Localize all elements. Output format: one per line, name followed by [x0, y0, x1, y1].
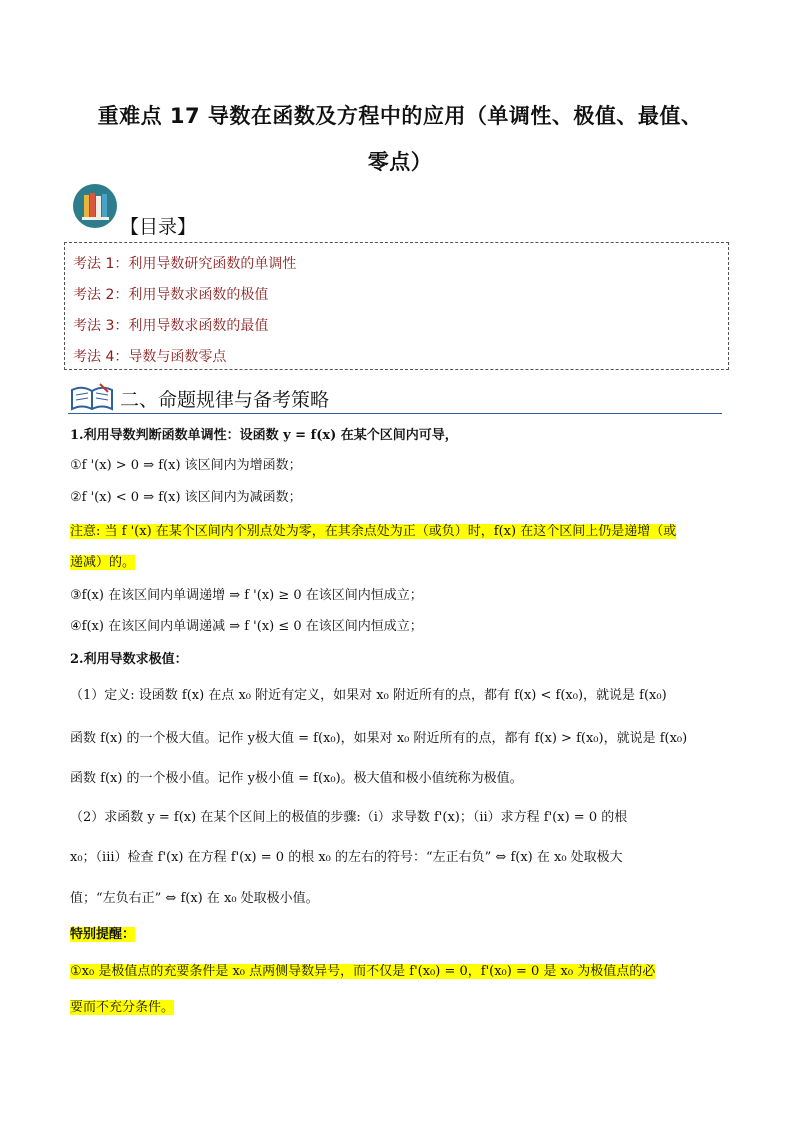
paragraph: 1.利用导数判断函数单调性：设函数 y = f(x) 在某个区间内可导，	[70, 428, 458, 443]
paragraph: ③f(x) 在该区间内单调递增 ⇒ f '(x) ≥ 0 在该区间内恒成立；	[70, 588, 423, 603]
tip-heading	[70, 923, 135, 942]
toc-item[interactable]	[73, 346, 226, 366]
section-divider	[68, 413, 722, 414]
toc-box	[64, 242, 729, 370]
paragraph: 值；“左负右正” ⇔ f(x) 在 x₀ 处取极小值。	[70, 891, 319, 906]
highlighted-note	[70, 551, 135, 570]
highlighted-tip	[70, 996, 174, 1015]
toc-item-label: 考法 1：	[73, 256, 129, 272]
toc-item-text: 利用导数求函数的最值	[128, 318, 269, 334]
note-text: 注意: 当 f '(x) 在某个区间内个别点处为零，在其余点处为正（或负）时，f(x) 在这个区间上仍是递增（或	[70, 524, 677, 539]
toc-item[interactable]	[73, 284, 268, 304]
toc-item-label: 考法 3：	[73, 318, 129, 334]
tip-heading-text: 特别提醒：	[70, 927, 136, 942]
toc-heading: 【目录】	[120, 216, 197, 238]
paragraph: x₀；（iii）检查 f'(x) 在方程 f'(x) = 0 的根 x₀ 的左右的符号：“左正右负” ⇔ f(x) 在 x₀ 处取极大	[70, 850, 623, 865]
section-title: 二、命题规律与备考策略	[120, 389, 330, 411]
toc-item-label: 考法 2：	[73, 287, 129, 303]
note-text: 递减）的。	[70, 555, 136, 570]
paragraph: （2）求函数 y = f(x) 在某个区间上的极值的步骤:（i）求导数 f'(x)；（ii）求方程 f'(x) = 0 的根	[70, 810, 628, 825]
paragraph: 函数 f(x) 的一个极小值。记作 y极小值 = f(x₀)。极大值和极小值统称为极值。	[70, 771, 523, 786]
books-icon	[72, 183, 118, 229]
toc-item[interactable]	[73, 315, 268, 335]
toc-item-text: 利用导数研究函数的单调性	[128, 256, 297, 272]
highlighted-note	[70, 520, 676, 539]
doc-title-line-2: 零点）	[367, 150, 433, 174]
open-book-icon	[70, 382, 114, 412]
tip-text: 要而不充分条件。	[70, 1000, 175, 1015]
paragraph: 函数 f(x) 的一个极大值。记作 y极大值 = f(x₀)，如果对 x₀ 附近所有的点，都有 f(x) > f(x₀)，就说是 f(x₀)	[70, 731, 688, 746]
paragraph: ②f '(x) < 0 ⇒ f(x) 该区间内为减函数；	[70, 490, 302, 505]
doc-title-line-1: 重难点 17 导数在函数及方程中的应用（单调性、极值、最值、	[97, 104, 703, 128]
paragraph: ④f(x) 在该区间内单调递减 ⇒ f '(x) ≤ 0 在该区间内恒成立；	[70, 619, 423, 634]
paragraph: ①f '(x) > 0 ⇒ f(x) 该区间内为增函数；	[70, 458, 302, 473]
subheading: 2.利用导数求极值：	[70, 652, 188, 667]
tip-text: ①x₀ 是极值点的充要条件是 x₀ 点两侧导数异号，而不仅是 f'(x₀) = 0，f'(x₀) = 0 是 x₀ 为极值点的必	[70, 964, 656, 979]
toc-item-label: 考法 4：	[73, 349, 129, 365]
toc-item-text: 导数与函数零点	[128, 349, 227, 365]
toc-item-text: 利用导数求函数的极值	[128, 287, 269, 303]
toc-item[interactable]	[73, 253, 296, 273]
highlighted-tip	[70, 960, 655, 979]
paragraph: （1）定义: 设函数 f(x) 在点 x₀ 附近有定义，如果对 x₀ 附近所有的点，都有 f(x) < f(x₀)，就说是 f(x₀)	[70, 688, 667, 703]
